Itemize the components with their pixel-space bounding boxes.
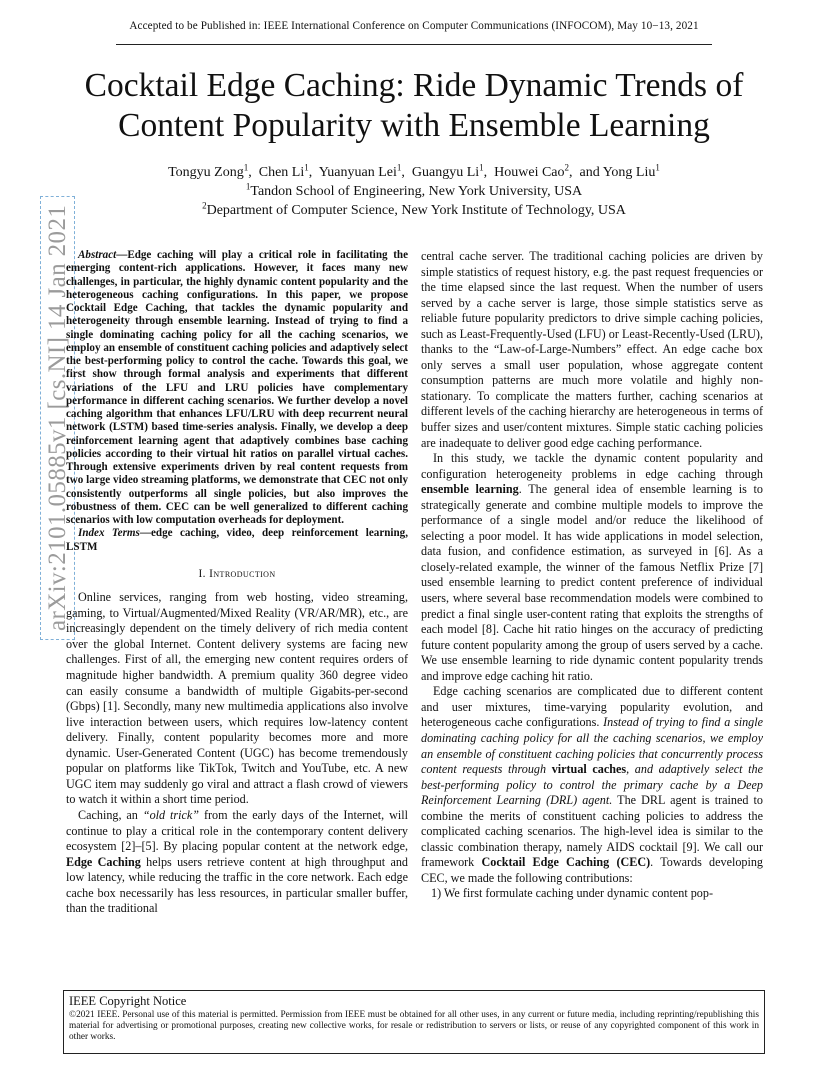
abstract-text: —Edge caching will play a critical role in facilitating the emerging content-rich applications. However, it faces many new challenges, in particular, the highly dynamic content popularity and the heterogeneous caching configurations. In this paper, we propose Cocktail Edge Caching, that tackles the dynamic popularity and heterogeneity through ensemble learning. Instead of trying to find a single dominating caching policy for all the caching scenarios, we employ an ensemble of constituent caching policies and adaptively select the best-performing policy to control the cache. Towards this goal, we first show through formal analysis and experiments that different variations of the LFU and LRU policies have complementary performance in different caching scenarios. We further develop a novel caching algorithm that enhances LFU/LRU with deep recurrent neural network (LSTM) based time-series analysis. Finally, we develop a deep reinforcement learning agent that adaptively combines base caching policies according to their virtual hit ratios on parallel virtual caches. Through extensive experiments driven by real content requests from two large video streaming platforms, we demonstrate that CEC not only consistently outperforms all single policies, but also improves the robustness of them. CEC can be well generalized to different caching scenarios with low computation overheads for deployment. — [66, 249, 408, 526]
arxiv-identifier[interactable]: arXiv:2101.05885v1 [cs.NI] 14 Jan 2021 — [40, 196, 75, 640]
affiliation-mark: 2 — [564, 162, 570, 173]
text-run: . The general idea of ensemble learning is to strategically generate and combine multiple models to improve the performance of a single model and/or reduce the likelihood of selecting a poor model. It has wide applications in model selection, data fusion, and confidence estimation, as surveyed in [6]. As a closely-related example, the winner of the famous Netflix Prize [7] used ensemble learning to predict content preference of individual users, where several base recommendation models were combined to predict a final single user-content rating that exploits the strengths of each model [8]. Cache hit ratio hinges on the accuracy of predicting future content popularity among the group of users served by a cache. We use ensemble learning to ride dynamic content popularity trends and improve edge caching hit ratio. — [421, 482, 763, 683]
text-run: In this study, we tackle the dynamic content popularity and configuration heterogeneity problems in edge caching through — [421, 451, 763, 481]
section-title: Introduction — [209, 567, 276, 580]
title-line-2: Content Popularity with Ensemble Learning — [118, 107, 710, 144]
affiliation-mark: 1 — [304, 162, 309, 173]
index-terms — [66, 527, 408, 554]
abstract — [66, 249, 408, 527]
author-name: Houwei Cao — [494, 165, 565, 180]
bold-term: Edge Caching — [66, 854, 141, 869]
copyright-title: IEEE Copyright Notice — [69, 994, 187, 1008]
text-run: . Towards developing CEC, we made the following contributions: — [421, 855, 763, 885]
author-list: Tongyu Zong$^1$, Chen Li$^1$, Yuanyuan Lei$^1$, Guangyu Li$^1$, Houwei Cao$^2$, and Yong Liu$^1$ — [168, 162, 660, 180]
bold-term: virtual caches — [551, 762, 627, 777]
copyright-text: ©2021 IEEE. Personal use of this material is permitted. Permission from IEEE must be obtained for all other uses, in any current or future media, including reprinting/republishing this material for advertising or promotional purposes, creating new collective works, for resale or redistribution to servers or lists, or reuse of any copyrighted component of this work in other works. — [69, 1010, 759, 1043]
affiliation-text: Tandon School of Engineering, New York University, USA — [250, 184, 583, 199]
affiliation-1 — [40, 182, 788, 201]
author-name: Yuanyuan Lei — [318, 165, 397, 180]
text-run: from the early days of the Internet, will continue to play a critical role in the contemporary content delivery ecosystem [2]–[5]. By placing popular content at the network edge, — [66, 807, 408, 854]
header-rule — [116, 44, 712, 45]
intro-paragraph-2 — [66, 808, 408, 917]
affiliation-text: Department of Computer Science, New York Institute of Technology, USA — [206, 203, 626, 218]
bold-term: ensemble learning — [421, 482, 519, 497]
bold-term: Cocktail Edge Caching (CEC) — [481, 855, 651, 870]
text-run: Edge caching scenarios are complicated due to different content and user mixtures, time-varying popularity evolution, and heterogeneous cache configurations. — [421, 684, 763, 730]
affiliation-mark: 1 — [243, 162, 249, 173]
affiliation-mark: 2 — [202, 200, 207, 211]
affiliation-mark: 1 — [479, 162, 484, 173]
abstract-label: Abstract — [78, 249, 117, 261]
affiliation-mark: 1 — [396, 162, 402, 173]
left-column — [66, 249, 408, 917]
affiliation-mark: 1 — [245, 181, 251, 192]
text-run: Caching, an — [78, 807, 143, 822]
index-terms-text: —edge caching, video, deep reinforcement learning, LSTM — [66, 527, 408, 553]
intro-paragraph-4 — [421, 451, 763, 684]
copyright-notice — [63, 990, 765, 1054]
emphasis-text: “old trick” — [142, 807, 200, 822]
running-head: Accepted to be Published in: IEEE International Conference on Computer Communications (INFOCOM), May 10−13, 2021 — [129, 20, 699, 32]
contribution-item-1: 1) We first formulate caching under dynamic content pop- — [431, 886, 713, 901]
author-name: Tongyu Zong — [168, 165, 244, 180]
text-run: The DRL agent is trained to combine the merits of constituent caching policies to address the complicated caching scenarios. The high-level idea is similar to the classic combination therapy, namely AIDS cocktail [9]. We call our framework — [421, 793, 763, 870]
intro-paragraph-1: Online services, ranging from web hosting, video streaming, gaming, to Virtual/Augmented/Mixed Reality (VR/AR/MR), etc., are increasingly dependent on the timely delivery of rich media content over the global Internet. Content delivery systems are facing new challenges. First of all, the emerging new content requires orders of magnitude higher bandwidth. A premium quality 360 degree video can easily consume a bandwidth of multiple Gigabits-per-second (Gbps) [1]. Secondly, many new multimedia applications also involve live interaction between users, which requires low-latency content delivery. Finally, content popularity becomes more and more dynamic. User-Generated Content (UGC) has become tremendously popular on platforms like TikTok, Twitch and YouTube, etc. A new UGC item may suddenly go viral and attract a flash crowd of viewers to watch it within a short time period. — [66, 590, 408, 807]
right-column — [421, 249, 763, 902]
author-name: and Yong Liu — [579, 165, 656, 180]
emphasis-text: Instead of trying to find a single dominating caching policy for all the caching scenarios, we employ an ensemble of constituent caching policies that concurrently process content requests through — [421, 715, 763, 777]
text-run: helps users retrieve content at high throughput and low latency, while reducing the traffic in the core network. Each edge cache box necessarily has less resources, in particular smaller buffer, than the traditional — [66, 854, 408, 916]
section-heading — [66, 567, 408, 583]
paper-title — [40, 66, 788, 146]
affiliation-mark: 1 — [655, 162, 660, 173]
author-block — [40, 163, 788, 220]
author-name: Guangyu Li — [411, 165, 480, 180]
affiliation-2 — [40, 201, 788, 220]
intro-paragraph-3: central cache server. The traditional caching policies are driven by simple statistics of request history, e.g. the past request frequencies or the time elapsed since the last request. When the number of users served by a cache server is large, those simple statistics serve as reliable future popularity predictors to drive simple caching policies, such as Least-Frequently-Used (LFU) or Least-Recently-Used (LRU), thanks to the “Law-of-Large-Numbers” effect. An edge cache box only serves a small user population, whose aggregate content consumption patterns are much more volatile and highly non-stationary. To complicate the matters further, caching scenarios at different levels of the caching hierarchy are heterogeneous in terms of buffer sizes and user/content mixtures. Simple static caching policies are inadequate to deliver good edge caching performance. — [421, 249, 763, 450]
emphasis-text: , and adaptively select the best-performing policy to control the primary cache by a Deep Reinforcement Learning (DRL) agent. — [421, 762, 763, 808]
intro-paragraph-5 — [421, 684, 763, 886]
author-name: Chen Li — [258, 165, 305, 180]
index-terms-label: Index Terms — [78, 527, 140, 540]
section-numeral: I. — [198, 567, 210, 580]
title-line-1: Cocktail Edge Caching: Ride Dynamic Trends of — [84, 67, 744, 104]
